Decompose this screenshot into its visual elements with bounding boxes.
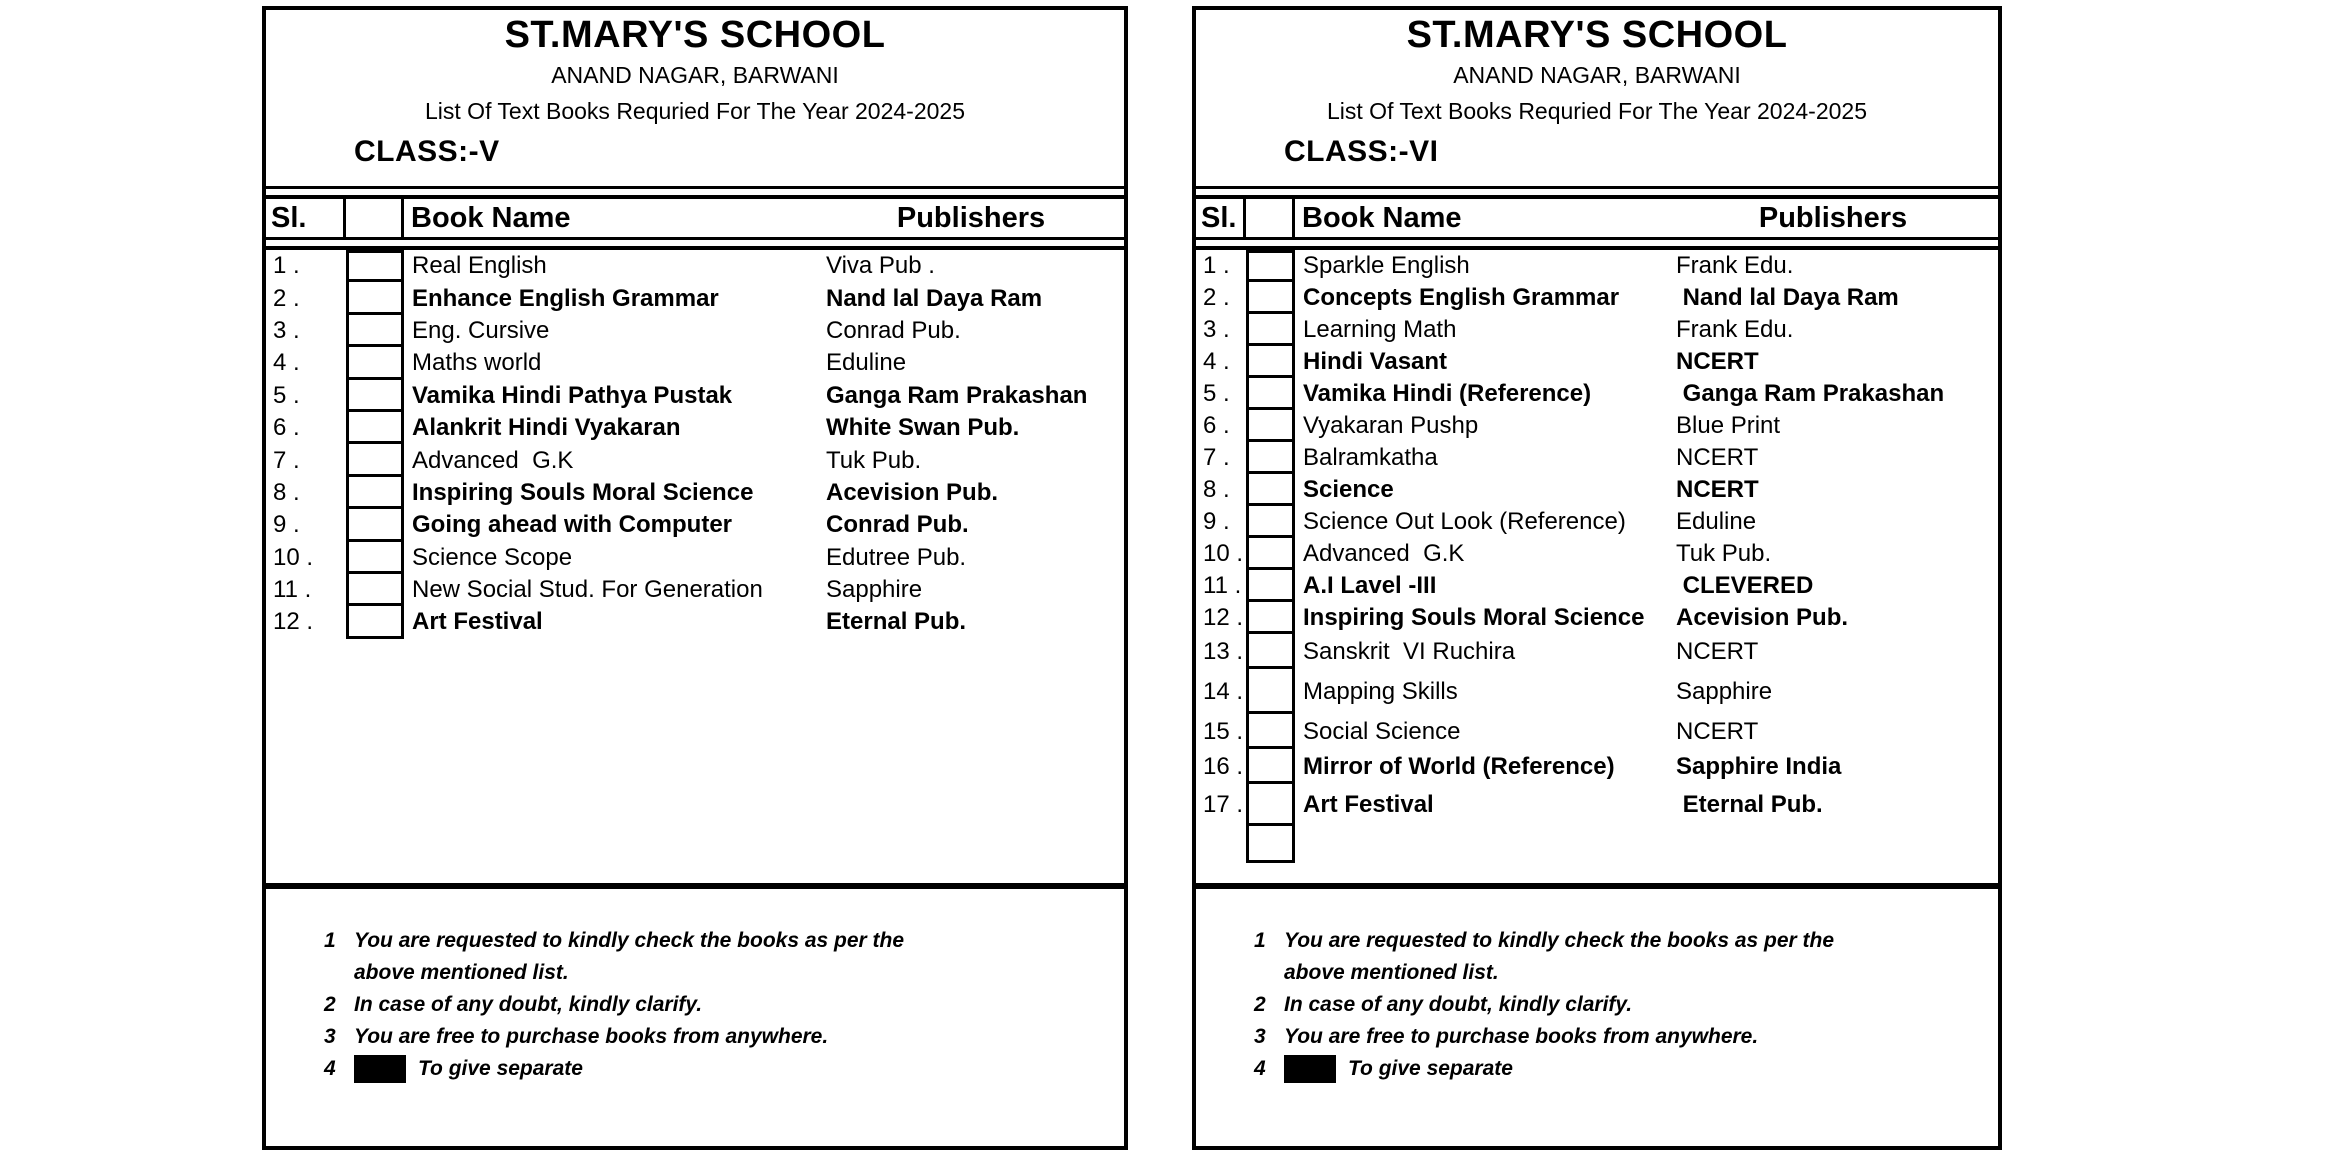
publisher-name: Conrad Pub. <box>826 316 961 344</box>
note-number: 1 <box>1254 929 1266 952</box>
table-row <box>266 574 1124 606</box>
list-title: List Of Text Books Requried For The Year 2024-2025 <box>425 98 965 124</box>
note-number: 4 <box>1254 1057 1266 1080</box>
notes-section <box>1196 889 1998 1146</box>
row-serial: 12 . <box>1203 604 1244 631</box>
table-header <box>1196 195 1998 240</box>
checkbox[interactable] <box>346 474 404 509</box>
school-name: ST.MARY'S SCHOOL <box>504 14 886 56</box>
checkbox[interactable] <box>1246 823 1295 863</box>
publisher-name: Frank Edu. <box>1676 252 1794 279</box>
row-serial: 6 . <box>1203 412 1230 439</box>
publisher-name: Ganga Ram Prakashan <box>826 381 1088 409</box>
checkbox[interactable] <box>346 441 404 476</box>
book-name: Social Science <box>1303 717 1461 745</box>
note-text: You are free to purchase books from anywhere. <box>354 1025 829 1048</box>
col-checkbox-header <box>346 199 404 237</box>
book-name: New Social Stud. For Generation <box>412 576 763 604</box>
book-name: Vamika Hindi Pathya Pustak <box>412 381 733 409</box>
book-name: Science Out Look (Reference) <box>1303 508 1626 535</box>
table-row <box>1196 506 1998 538</box>
table-row <box>266 509 1124 541</box>
table-row <box>266 315 1124 347</box>
checkbox[interactable] <box>1246 471 1295 506</box>
checkbox[interactable] <box>1246 439 1295 474</box>
col-serial-header: Sl. <box>1196 199 1246 237</box>
publisher-name: Nand lal Daya Ram <box>826 284 1043 312</box>
row-serial: 11 . <box>1203 572 1242 599</box>
book-name: Going ahead with Computer <box>412 511 733 539</box>
checkbox[interactable] <box>1246 711 1295 749</box>
checkbox[interactable] <box>346 571 404 606</box>
col-bookname-header: Book Name <box>411 201 571 234</box>
publisher-name: NCERT <box>1676 717 1759 745</box>
table-row <box>1196 538 1998 570</box>
school-name: ST.MARY'S SCHOOL <box>1406 14 1788 56</box>
note-number: 3 <box>1254 1025 1266 1048</box>
book-name: Advanced G.K <box>412 446 574 474</box>
row-serial: 15 . <box>1203 717 1244 745</box>
publisher-name: Eduline <box>826 349 907 377</box>
table-row <box>266 444 1124 476</box>
table-row <box>266 282 1124 314</box>
table-row <box>1196 442 1998 474</box>
book-name: Sparkle English <box>1303 252 1470 279</box>
row-serial: 11 . <box>273 576 312 604</box>
class-label: CLASS:-V <box>354 135 500 168</box>
book-rows <box>1196 250 1998 863</box>
note-number: 1 <box>324 929 336 952</box>
checkbox[interactable] <box>1246 746 1295 784</box>
publisher-name: Blue Print <box>1676 412 1781 439</box>
table-row <box>266 477 1124 509</box>
book-name: Learning Math <box>1303 316 1457 343</box>
note-text: You are requested to kindly check the books as per the above mentioned list. <box>354 929 905 984</box>
row-serial: 6 . <box>273 414 300 442</box>
booklist-panel-class-v <box>262 6 1128 1150</box>
row-serial: 5 . <box>1203 380 1230 407</box>
row-serial: 8 . <box>273 478 300 506</box>
checkbox[interactable] <box>346 603 404 638</box>
table-row <box>266 412 1124 444</box>
table-row <box>266 380 1124 412</box>
book-name: Maths world <box>412 349 542 377</box>
book-name: Inspiring Souls Moral Science <box>412 478 754 506</box>
redacted-box <box>1284 1055 1336 1083</box>
table-row <box>1196 784 1998 826</box>
publisher-name: Sapphire <box>1676 677 1773 705</box>
note-text: You are free to purchase books from anywhere. <box>1284 1025 1759 1048</box>
table-row <box>266 606 1124 638</box>
row-serial: 14 . <box>1203 677 1244 705</box>
book-name: Vyakaran Pushp <box>1303 412 1479 439</box>
publisher-name: Eduline <box>1676 508 1757 535</box>
checkbox[interactable] <box>346 409 404 444</box>
checkbox[interactable] <box>346 344 404 379</box>
publisher-name: NCERT <box>1676 348 1759 375</box>
col-checkbox-header <box>1246 199 1295 237</box>
note-text: In case of any doubt, kindly clarify. <box>1284 993 1633 1016</box>
row-serial: 16 . <box>1203 752 1244 780</box>
table-row <box>1196 602 1998 634</box>
checkbox[interactable] <box>1246 535 1295 570</box>
row-serial: 8 . <box>1203 476 1230 503</box>
table-row <box>266 542 1124 574</box>
book-name: Art Festival <box>1303 791 1434 818</box>
table-row <box>1196 669 1998 714</box>
note-item <box>1254 989 1998 1021</box>
publisher-name: Viva Pub . <box>826 252 935 280</box>
table-row <box>1196 346 1998 378</box>
book-name: Science <box>1303 476 1394 503</box>
book-name: Alankrit Hindi Vyakaran <box>412 414 681 442</box>
table-row <box>1196 410 1998 442</box>
publisher-name: Tuk Pub. <box>1676 540 1772 567</box>
publisher-name: Sapphire <box>826 576 923 604</box>
publisher-name: Conrad Pub. <box>826 511 969 539</box>
checkbox[interactable] <box>1246 311 1295 346</box>
checkbox[interactable] <box>1246 631 1295 669</box>
table-row <box>266 347 1124 379</box>
book-name: Advanced G.K <box>1303 540 1465 567</box>
note-number: 2 <box>324 993 336 1016</box>
checkbox[interactable] <box>1246 781 1295 826</box>
publisher-name: Acevision Pub. <box>826 478 999 506</box>
row-serial: 7 . <box>273 446 300 474</box>
table-row <box>1196 282 1998 314</box>
table-row <box>1196 570 1998 602</box>
book-rows <box>266 250 1124 639</box>
table-row <box>1196 749 1998 784</box>
row-serial: 5 . <box>273 381 300 409</box>
class-label: CLASS:-VI <box>1284 135 1439 168</box>
row-serial: 12 . <box>273 608 314 636</box>
book-name: Enhance English Grammar <box>412 284 719 312</box>
table-row <box>1196 250 1998 282</box>
checkbox[interactable] <box>1246 503 1295 538</box>
row-serial: 2 . <box>273 284 300 312</box>
book-name: Art Festival <box>412 608 543 636</box>
book-name: Mirror of World (Reference) <box>1303 752 1615 780</box>
book-name: A.I Lavel -III <box>1303 572 1437 599</box>
note-text: In case of any doubt, kindly clarify. <box>354 993 703 1016</box>
row-serial: 1 . <box>1203 252 1230 279</box>
note-number: 3 <box>324 1025 336 1048</box>
checkbox[interactable] <box>346 312 404 347</box>
checkbox[interactable] <box>1246 250 1295 282</box>
row-serial: 10 . <box>273 543 314 571</box>
publisher-name: White Swan Pub. <box>826 414 1020 442</box>
checkbox[interactable] <box>1246 599 1295 634</box>
note-item <box>324 1053 1124 1085</box>
publisher-name: NCERT <box>1676 476 1759 503</box>
book-name: Eng. Cursive <box>412 316 550 344</box>
book-name: Mapping Skills <box>1303 677 1458 705</box>
checkbox[interactable] <box>1246 375 1295 410</box>
row-serial: 7 . <box>1203 444 1230 471</box>
note-item <box>324 1021 1124 1053</box>
checkbox[interactable] <box>346 377 404 412</box>
row-serial: 4 . <box>273 349 300 377</box>
table-row <box>1196 826 1998 863</box>
table-header <box>266 195 1124 240</box>
note-item <box>324 925 1124 989</box>
table-row <box>266 250 1124 282</box>
checkbox[interactable] <box>1246 279 1295 314</box>
table-row <box>1196 474 1998 506</box>
row-serial: 1 . <box>273 252 300 280</box>
panel-header <box>1196 10 1998 186</box>
redacted-box <box>354 1055 406 1083</box>
school-address: ANAND NAGAR, BARWANI <box>1453 62 1741 88</box>
row-serial: 9 . <box>273 511 300 539</box>
publisher-name: Eternal Pub. <box>1676 791 1823 818</box>
list-title: List Of Text Books Requried For The Year 2024-2025 <box>1327 98 1867 124</box>
table-row <box>1196 714 1998 749</box>
note-item <box>1254 1021 1998 1053</box>
row-serial: 2 . <box>1203 284 1230 311</box>
publisher-name: Edutree Pub. <box>826 543 967 571</box>
note-number: 4 <box>324 1057 336 1080</box>
publisher-name: NCERT <box>1676 637 1759 665</box>
book-name: Balramkatha <box>1303 444 1438 471</box>
row-serial: 10 . <box>1203 540 1244 567</box>
note-item <box>324 989 1124 1021</box>
checkbox[interactable] <box>346 250 404 282</box>
checkbox[interactable] <box>1246 666 1295 714</box>
publisher-name: Acevision Pub. <box>1676 604 1849 631</box>
col-serial-header: Sl. <box>266 199 346 237</box>
col-publishers-header: Publishers <box>896 201 1046 234</box>
note-item <box>1254 1053 1998 1085</box>
book-name: Science Scope <box>412 543 573 571</box>
publisher-name: Tuk Pub. <box>826 446 922 474</box>
publisher-name: Eternal Pub. <box>826 608 967 636</box>
checkbox[interactable] <box>1246 343 1295 378</box>
publisher-name: NCERT <box>1676 444 1759 471</box>
checkbox[interactable] <box>346 279 404 314</box>
checkbox[interactable] <box>1246 407 1295 442</box>
book-name: Vamika Hindi (Reference) <box>1303 380 1592 407</box>
book-name: Real English <box>412 252 547 280</box>
table-row <box>1196 634 1998 669</box>
row-serial: 4 . <box>1203 348 1230 375</box>
col-bookname-header: Book Name <box>1302 201 1462 234</box>
table-row <box>1196 314 1998 346</box>
row-serial: 3 . <box>273 316 300 344</box>
publisher-name: Frank Edu. <box>1676 316 1794 343</box>
note-text: To give separate <box>1348 1057 1513 1080</box>
row-serial: 13 . <box>1203 637 1244 665</box>
note-number: 2 <box>1254 993 1266 1016</box>
checkbox[interactable] <box>346 506 404 541</box>
note-item <box>1254 925 1998 989</box>
book-name: Concepts English Grammar <box>1303 284 1620 311</box>
publisher-name: CLEVERED <box>1676 572 1814 599</box>
row-serial: 17 . <box>1203 791 1244 818</box>
note-text: To give separate <box>418 1057 583 1080</box>
panel-header <box>266 10 1124 186</box>
book-name: Sanskrit VI Ruchira <box>1303 637 1516 665</box>
col-publishers-header: Publishers <box>1758 201 1908 234</box>
publisher-name: Nand lal Daya Ram <box>1676 284 1899 311</box>
publisher-name: Sapphire India <box>1676 752 1842 780</box>
checkbox[interactable] <box>346 539 404 574</box>
row-serial: 3 . <box>1203 316 1230 343</box>
table-row <box>1196 378 1998 410</box>
book-name: Inspiring Souls Moral Science <box>1303 604 1645 631</box>
row-serial: 9 . <box>1203 508 1230 535</box>
school-address: ANAND NAGAR, BARWANI <box>551 62 839 88</box>
checkbox[interactable] <box>1246 567 1295 602</box>
note-text: You are requested to kindly check the books as per the above mentioned list. <box>1284 929 1835 984</box>
booklist-panel-class-vi <box>1192 6 2002 1150</box>
publisher-name: Ganga Ram Prakashan <box>1676 380 1945 407</box>
book-name: Hindi Vasant <box>1303 348 1448 375</box>
notes-section <box>266 889 1124 1146</box>
